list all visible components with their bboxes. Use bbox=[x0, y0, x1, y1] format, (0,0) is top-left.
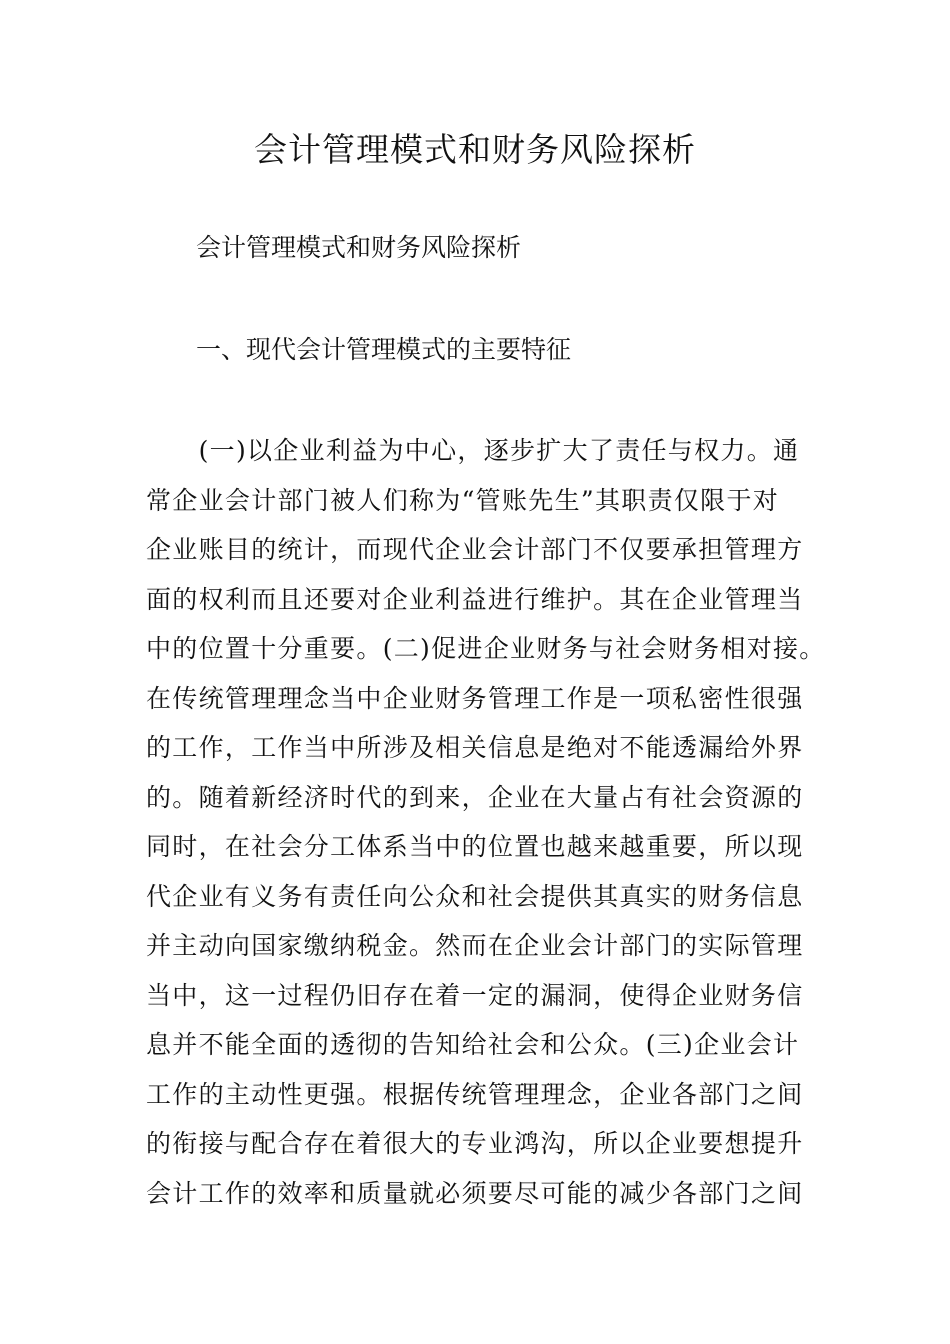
body-line: 面的权利而且还要对企业利益进行维护。其在企业管理当 bbox=[146, 584, 804, 614]
body-line: 工作的主动性更强。根据传统管理理念，企业各部门之间 bbox=[146, 1079, 804, 1109]
body-line: 企业账目的统计，而现代企业会计部门不仅要承担管理方 bbox=[146, 535, 804, 564]
body-line: 的工作，工作当中所涉及相关信息是绝对不能透漏给外界 bbox=[146, 733, 804, 762]
body-line: 代企业有义务有责任向公众和社会提供其真实的财务信息 bbox=[146, 881, 804, 911]
body-line: 的衔接与配合存在着很大的专业鸿沟，所以企业要想提升 bbox=[146, 1129, 804, 1158]
body-line: (一)以企业利益为中心，逐步扩大了责任与权力。通 bbox=[146, 436, 800, 465]
body-line: 息并不能全面的透彻的告知给社会和公众。(三)企业会计 bbox=[146, 1030, 800, 1059]
body-line: 常企业会计部门被人们称为“管账先生”其职责仅限于对 bbox=[146, 485, 780, 515]
document-subtitle: 会计管理模式和财务风险探析 bbox=[196, 233, 522, 262]
body-line: 的。随着新经济时代的到来，企业在大量占有社会资源的 bbox=[146, 782, 804, 812]
body-paragraph bbox=[146, 426, 846, 1218]
document-title: 会计管理模式和财务风险探析 bbox=[254, 130, 696, 169]
body-line: 中的位置十分重要。(二)促进企业财务与社会财务相对接。 bbox=[146, 634, 826, 663]
body-line: 同时，在社会分工体系当中的位置也越来越重要，所以现 bbox=[146, 832, 804, 861]
section-heading: 一、现代会计管理模式的主要特征 bbox=[196, 335, 572, 364]
body-line: 在传统管理理念当中企业财务管理工作是一项私密性很强 bbox=[146, 683, 804, 713]
body-line: 并主动向国家缴纳税金。然而在企业会计部门的实际管理 bbox=[146, 931, 804, 960]
body-line: 会计工作的效率和质量就必须要尽可能的减少各部门之间 bbox=[146, 1178, 804, 1208]
body-line: 当中，这一过程仍旧存在着一定的漏洞，使得企业财务信 bbox=[146, 980, 804, 1010]
